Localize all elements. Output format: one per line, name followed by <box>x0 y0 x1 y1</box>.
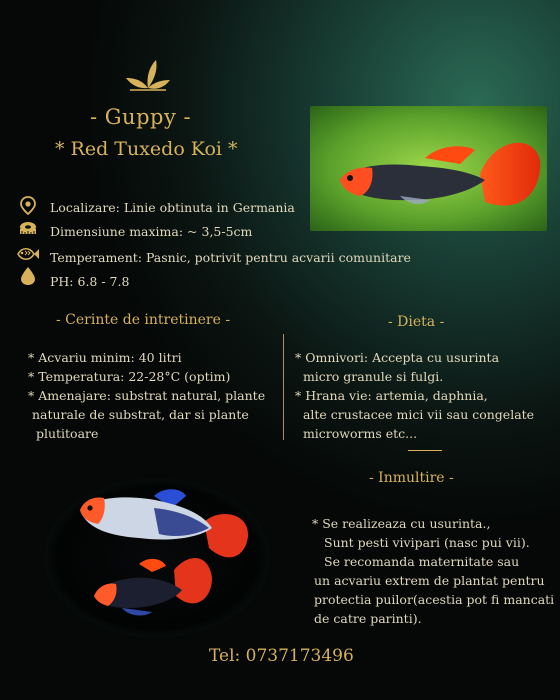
info-ph-text: PH: 6.8 - 7.8 <box>50 274 130 289</box>
diet-item: microworms etc... <box>295 426 418 441</box>
fish-icon <box>16 244 40 264</box>
breeding-title: - Inmultire - <box>369 470 454 486</box>
breeding-item: un acvariu extrem de plantat pentru <box>314 573 545 588</box>
water-drop-icon <box>18 266 38 286</box>
care-list <box>28 348 265 443</box>
leaf-icon <box>124 58 172 92</box>
diet-item: micro granule si fulgi. <box>295 369 444 384</box>
info-row-temperament <box>16 244 40 268</box>
page-title: - Guppy - <box>90 105 192 129</box>
breeding-item: * Se realizeaza cu usurinta., <box>312 516 491 531</box>
breeding-list-cont <box>314 571 554 628</box>
fish-photo-top <box>310 106 547 231</box>
diet-item: * Omnivori: Accepta cu usurinta <box>295 350 500 365</box>
info-row-location <box>18 196 38 220</box>
phone-number[interactable]: Tel: 0737173496 <box>209 646 354 666</box>
info-location-text: Localizare: Linie obtinuta in Germania <box>50 200 295 215</box>
diet-divider <box>408 450 442 451</box>
diet-item: alte crustacee mici vii sau congelate <box>295 407 535 422</box>
diet-title: - Dieta - <box>388 314 445 330</box>
diet-item: * Hrana vie: artemia, daphnia, <box>295 388 488 403</box>
diet-list <box>295 348 534 443</box>
care-item: naturale de substrat, dar si plante <box>28 407 249 422</box>
column-divider <box>283 334 284 440</box>
page-subtitle: * Red Tuxedo Koi * <box>55 138 238 160</box>
breeding-item: protectia puilor(acestia pot fi mancati <box>314 592 555 607</box>
info-row-ph <box>18 266 38 290</box>
tape-measure-icon <box>18 219 38 239</box>
care-item: * Acvariu minim: 40 litri <box>28 350 182 365</box>
info-row-size <box>18 219 38 243</box>
care-title: - Cerinte de intretinere - <box>56 312 231 328</box>
location-pin-icon <box>18 196 38 216</box>
breeding-item: Sunt pesti vivipari (nasc pui vii). <box>324 535 530 550</box>
breeding-list <box>312 514 530 571</box>
care-item: * Amenajare: substrat natural, plante <box>28 388 266 403</box>
breeding-item: Se recomanda maternitate sau <box>324 554 520 569</box>
info-size-text: Dimensiune maxima: ~ 3,5-5cm <box>50 224 253 239</box>
logo <box>124 58 172 92</box>
care-item: * Temperatura: 22-28°C (optim) <box>28 369 231 384</box>
care-item: plutitoare <box>28 426 99 441</box>
fish-photo-bottom <box>44 478 270 638</box>
breeding-item: de catre parinti). <box>314 611 422 626</box>
info-temperament-text: Temperament: Pasnic, potrivit pentru acvarii comunitare <box>50 250 411 265</box>
